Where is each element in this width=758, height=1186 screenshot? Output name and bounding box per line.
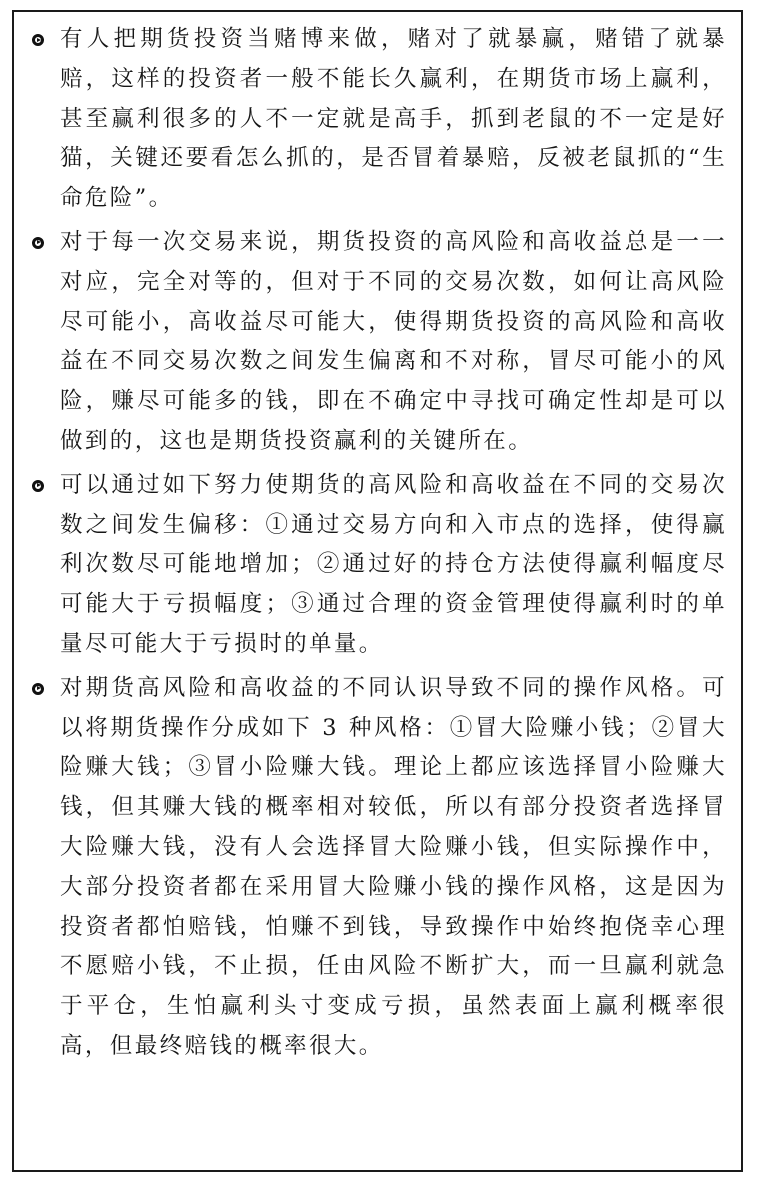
paragraph-text: 对于每一次交易来说，期货投资的高风险和高收益总是一一对应，完全对等的，但对于不同的交易次数，如何让高风险尽可能小，高收益尽可能大，使得期货投资的高风险和高收益在不同交易次数之间发生偏离和不对称，冒尽可能小的风险，赚尽可能多的钱，即在不确定中寻找可确定性却是可以做到的，这也是期货投资赢利的关键所在。 — [60, 228, 727, 454]
bullet-icon — [32, 480, 44, 492]
bullet-icon — [32, 34, 44, 46]
text-box — [12, 10, 743, 1172]
paragraph-text: 可以通过如下努力使期货的高风险和高收益在不同的交易次数之间发生偏移：①通过交易方向和入市点的选择，使得赢利次数尽可能地增加；②通过好的持仓方法使得赢利幅度尽可能大于亏损幅度；③通过合理的资金管理使得赢利时的单量尽可能大于亏损时的单量。 — [60, 471, 727, 657]
bullet-item — [28, 466, 727, 665]
bullet-icon — [32, 683, 44, 695]
paragraph-text: 对期货高风险和高收益的不同认识导致不同的操作风格。可以将期货操作分成如下 3 种风格：①冒大险赚小钱；②冒大险赚大钱；③冒小险赚大钱。理论上都应该选择冒小险赚大钱，但其赚大钱的概率相对较低，所以有部分投资者选择冒大险赚大钱，没有人会选择冒大险赚小钱，但实际操作中，大部分投资者都在采用冒大险赚小钱的操作风格，这是因为投资者都怕赔钱，怕赚不到钱，导致操作中始终抱侥幸心理不愿赔小钱，不止损，任由风险不断扩大，而一旦赢利就急于平仓，生怕赢利头寸变成亏损，虽然表面上赢利概率很高，但最终赔钱的概率很大。 — [60, 674, 727, 1059]
bullet-item — [28, 669, 727, 1067]
bullet-icon — [32, 237, 44, 249]
paragraph-text: 有人把期货投资当赌博来做，赌对了就暴赢，赌错了就暴赔，这样的投资者一般不能长久赢利，在期货市场上赢利，甚至赢利很多的人不一定就是高手，抓到老鼠的不一定是好猫，关键还要看怎么抓的，是否冒着暴赔，反被老鼠抓的“生命危险”。 — [60, 26, 727, 212]
bullet-item — [28, 20, 727, 219]
bullet-item — [28, 223, 727, 462]
